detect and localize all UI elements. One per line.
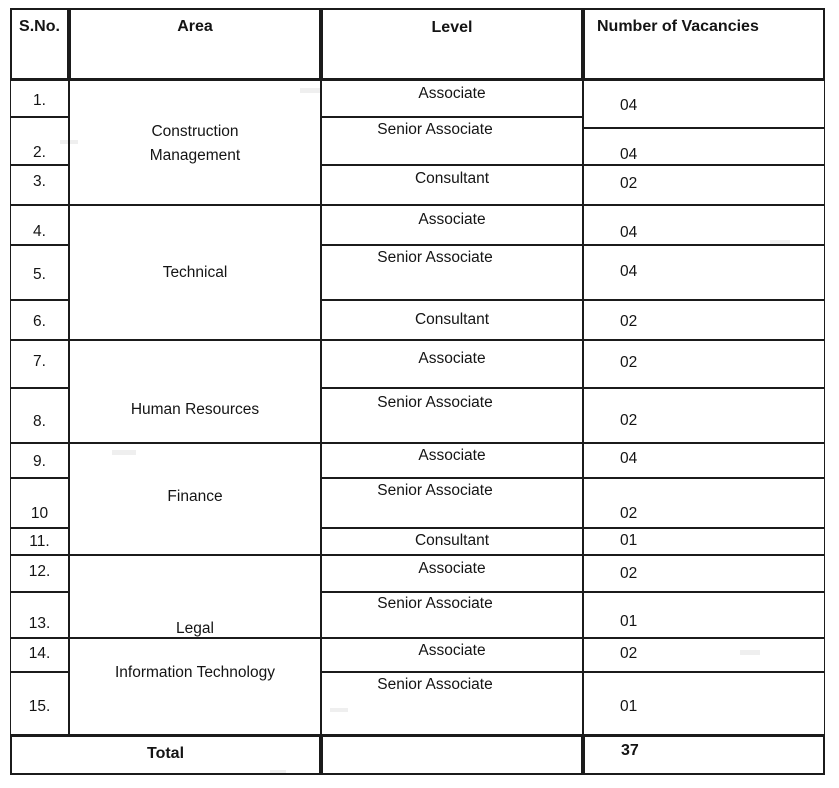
header-label-level: Level (431, 19, 473, 36)
vacancies-label: 04 (620, 263, 638, 280)
sno-cell (10, 300, 69, 340)
vacancies-label: 02 (620, 565, 638, 582)
vacancies-cell (583, 555, 825, 592)
vacancies-cell (583, 443, 825, 478)
level-label: Associate (418, 350, 486, 367)
vacancies-label: 02 (620, 354, 638, 371)
level-cell (321, 672, 583, 735)
area-cell-construction-management (69, 80, 321, 205)
vacancies-cell (583, 478, 825, 528)
sno-cell (10, 638, 69, 672)
vacancies-cell (583, 638, 825, 672)
level-label: Associate (418, 85, 486, 102)
level-label: Associate (418, 560, 486, 577)
vacancies-cell (583, 388, 825, 443)
total-label: Total (146, 745, 185, 762)
total-cell-vacancies (583, 735, 825, 775)
header-cell-vacancies (583, 8, 825, 80)
sno-label: 10 (30, 505, 49, 522)
sno-label: 5. (33, 266, 46, 283)
vacancies-label: 04 (620, 146, 638, 163)
area-label: Human Resources (130, 401, 260, 418)
sno-label: 7. (33, 353, 46, 370)
level-label: Senior Associate (377, 482, 493, 499)
sno-cell (10, 80, 69, 117)
sno-cell (10, 117, 69, 165)
vacancies-cell (583, 165, 825, 205)
sno-label: 15. (28, 698, 51, 715)
sno-cell (10, 205, 69, 245)
sno-label: 6. (33, 313, 46, 330)
level-cell (321, 592, 583, 638)
sno-cell (10, 443, 69, 478)
level-cell (321, 388, 583, 443)
area-label: Legal (176, 620, 214, 637)
area-label-line2: Management (149, 147, 241, 164)
sno-cell (10, 245, 69, 300)
sno-cell (10, 478, 69, 528)
total-vacancies: 37 (621, 742, 639, 759)
sno-label: 12. (28, 563, 51, 580)
vacancies-label: 02 (620, 412, 638, 429)
vacancies-cell (583, 245, 825, 300)
level-label: Consultant (414, 170, 490, 187)
level-cell (321, 443, 583, 478)
vacancies-label: 04 (620, 97, 638, 114)
level-cell (321, 300, 583, 340)
area-label-line1: Construction (151, 123, 239, 140)
vacancies-label: 02 (620, 175, 638, 192)
level-cell (321, 340, 583, 388)
sno-label: 4. (33, 223, 46, 240)
vacancies-cell (583, 528, 825, 555)
level-cell (321, 478, 583, 528)
area-label: Finance (167, 488, 223, 505)
level-label: Consultant (414, 311, 490, 328)
level-label: Senior Associate (377, 676, 493, 693)
vacancies-cell (583, 340, 825, 388)
vacancies-label: 01 (620, 532, 638, 549)
sno-cell (10, 672, 69, 735)
sno-cell (10, 592, 69, 638)
vacancies-label: 04 (620, 450, 638, 467)
vacancies-label: 02 (620, 505, 638, 522)
area-cell-information-technology (69, 638, 321, 735)
vacancies-label: 01 (620, 698, 638, 715)
level-cell (321, 555, 583, 592)
sno-label: 1. (33, 92, 46, 109)
level-label: Associate (418, 447, 486, 464)
header-cell-level (321, 8, 583, 80)
level-label: Senior Associate (377, 249, 493, 266)
area-cell-technical (69, 205, 321, 340)
sno-cell (10, 528, 69, 555)
level-label: Senior Associate (377, 121, 493, 138)
total-cell-label (10, 735, 321, 775)
header-label-area: Area (177, 18, 213, 35)
vacancies-cell (583, 80, 825, 128)
sno-label: 13. (28, 615, 51, 632)
area-label: Information Technology (115, 664, 275, 681)
sno-cell (10, 388, 69, 443)
level-cell (321, 528, 583, 555)
level-cell (321, 638, 583, 672)
total-cell-level (321, 735, 583, 775)
level-cell (321, 245, 583, 300)
vacancies-cell (583, 205, 825, 245)
sno-label: 8. (33, 413, 46, 430)
level-label: Consultant (414, 532, 490, 549)
sno-label: 11. (29, 533, 50, 550)
area-label: Technical (162, 264, 228, 281)
header-cell-sno (10, 8, 69, 80)
level-cell (321, 205, 583, 245)
sno-label: 2. (33, 144, 46, 161)
sno-cell (10, 340, 69, 388)
area-cell-legal (69, 555, 321, 638)
sno-cell (10, 555, 69, 592)
vacancies-cell (583, 592, 825, 638)
level-label: Associate (418, 642, 486, 659)
header-label-vacancies: Number of Vacancies (597, 18, 759, 35)
level-cell (321, 117, 583, 165)
header-label-sno: S.No. (19, 18, 60, 35)
vacancies-label: 01 (620, 613, 638, 630)
header-cell-area (69, 8, 321, 80)
level-label: Senior Associate (377, 394, 493, 411)
sno-label: 9. (33, 453, 46, 470)
level-label: Senior Associate (377, 595, 493, 612)
sno-label: 14. (28, 645, 51, 662)
vacancies-label: 02 (620, 313, 638, 330)
area-cell-finance (69, 443, 321, 555)
level-label: Associate (418, 211, 486, 228)
vacancies-cell (583, 128, 825, 165)
vacancies-label: 04 (620, 224, 638, 241)
level-cell (321, 165, 583, 205)
sno-cell (10, 165, 69, 205)
level-cell (321, 80, 583, 117)
sno-label: 3. (33, 173, 46, 190)
vacancies-cell (583, 300, 825, 340)
vacancies-cell (583, 672, 825, 735)
area-cell-human-resources (69, 340, 321, 443)
vacancies-label: 02 (620, 645, 638, 662)
